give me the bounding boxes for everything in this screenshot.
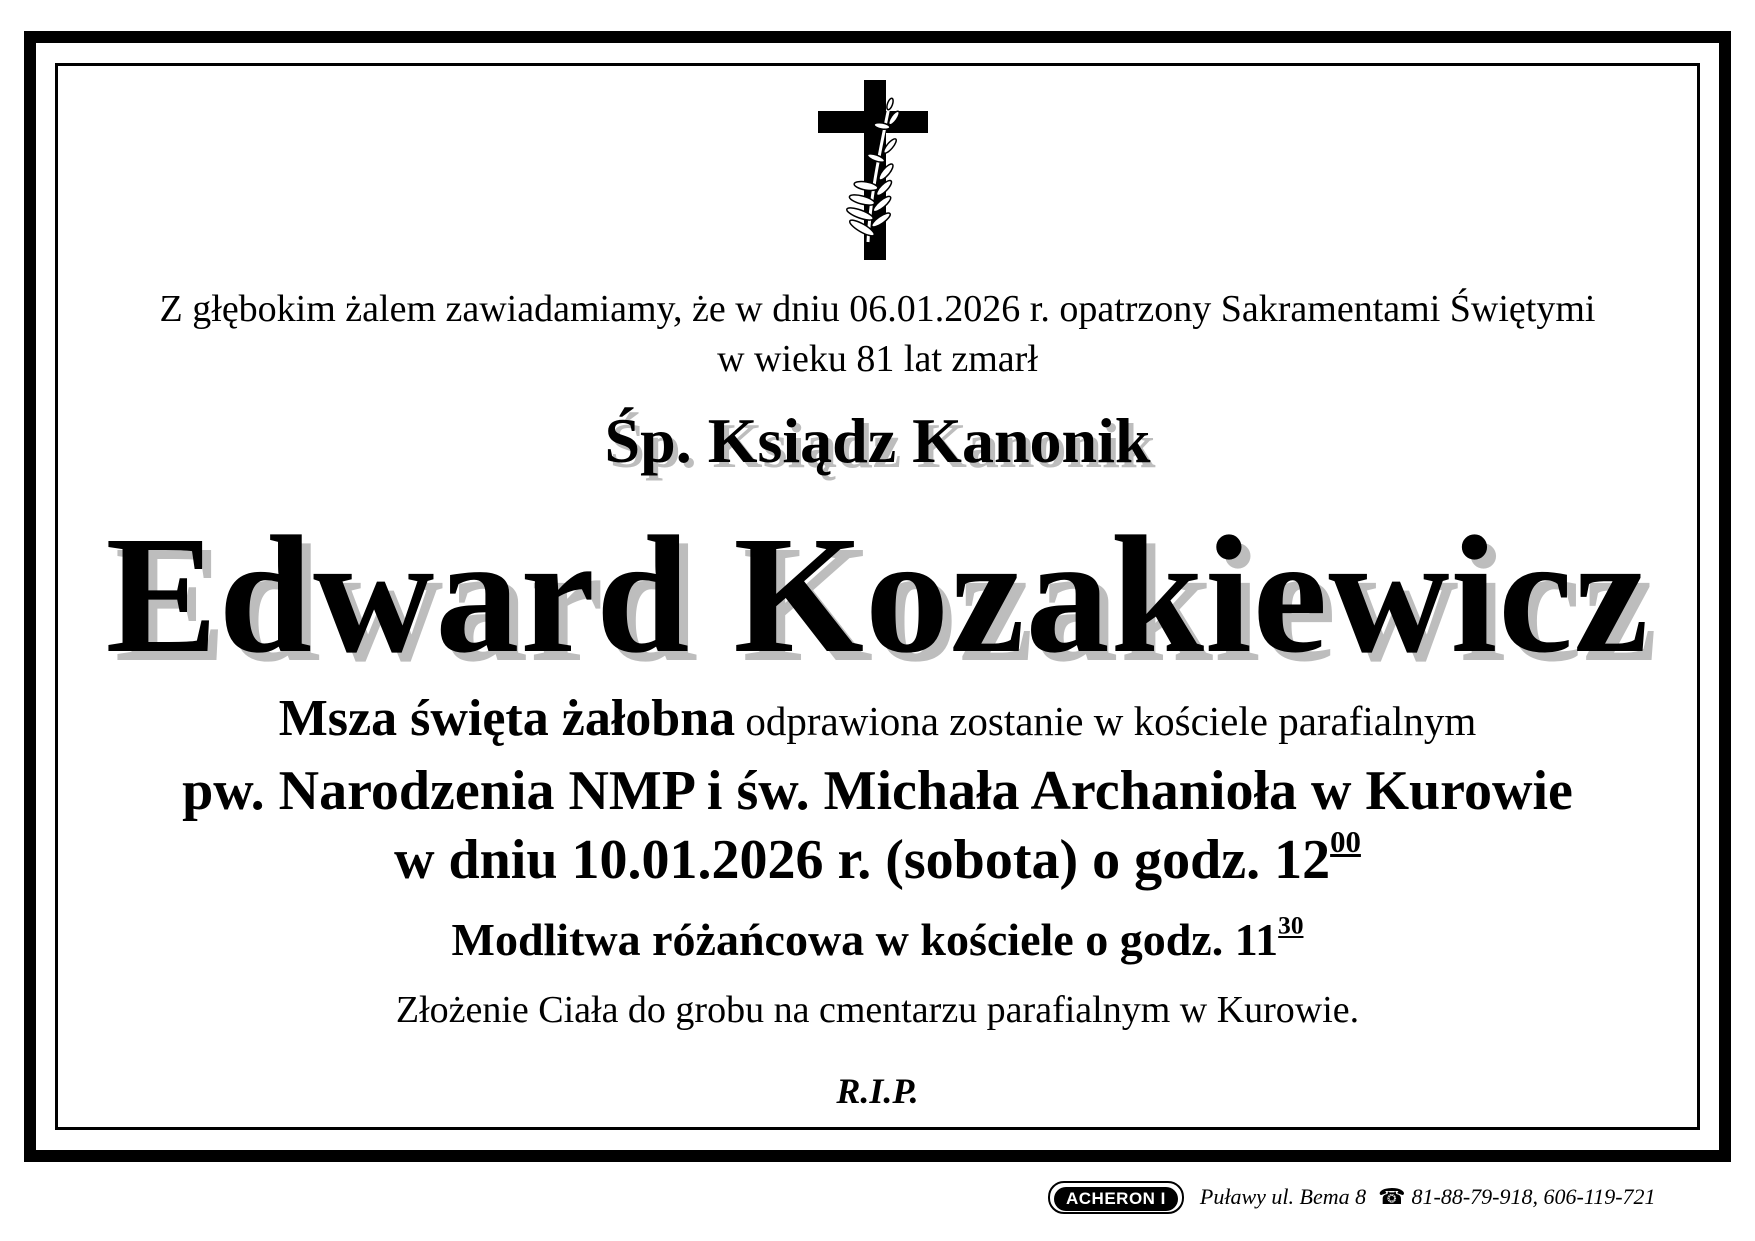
funeral-home-logo [1048, 1181, 1184, 1214]
rosary-prayer [56, 910, 1699, 970]
burial-info: Złożenie Ciała do grobu na cmentarzu parafialnym w Kurowie. [395, 989, 1360, 1031]
announcement-intro [56, 284, 1699, 384]
funeral-home-address: Puławy ul. Bema 8 [1199, 1184, 1367, 1209]
rosary-minutes: 30 [1278, 911, 1304, 940]
deceased-name: Edward Kozakiewicz [105, 502, 1650, 688]
mass-announcement [56, 688, 1699, 752]
mass-location-text: odprawiona zostanie w kościele parafialnym [735, 698, 1477, 744]
intro-line-2: w wieku 81 lat zmarł [717, 338, 1038, 380]
mass-label: Msza święta żałobna [278, 690, 736, 747]
mass-date-text: w dniu 10.01.2026 r. (sobota) o godz. 12 [394, 829, 1331, 891]
rip-text: R.I.P. [836, 1071, 919, 1111]
funeral-home-phones: 81-88-79-918, 606-119-721 [1411, 1184, 1656, 1209]
church-name: pw. Narodzenia NMP i św. Michała Archanioła w Kurowie [182, 760, 1573, 822]
deceased-title: Śp. Ksiądz Kanonik [604, 405, 1151, 476]
intro-line-1: Z głębokim żalem zawiadamiamy, że w dniu 06.01.2026 r. opatrzony Sakramentami Świętymi [159, 288, 1596, 330]
telephone-icon: ☎ [1378, 1184, 1406, 1209]
logo-text: ACHERON I [1054, 1187, 1178, 1211]
funeral-home-footer [1048, 1182, 1656, 1212]
mass-minutes: 00 [1330, 824, 1361, 859]
rosary-text: Modlitwa różańcowa w kościele o godz. 11 [451, 914, 1279, 965]
cross-with-palm-icon [818, 80, 928, 260]
mass-date-time [56, 825, 1699, 895]
